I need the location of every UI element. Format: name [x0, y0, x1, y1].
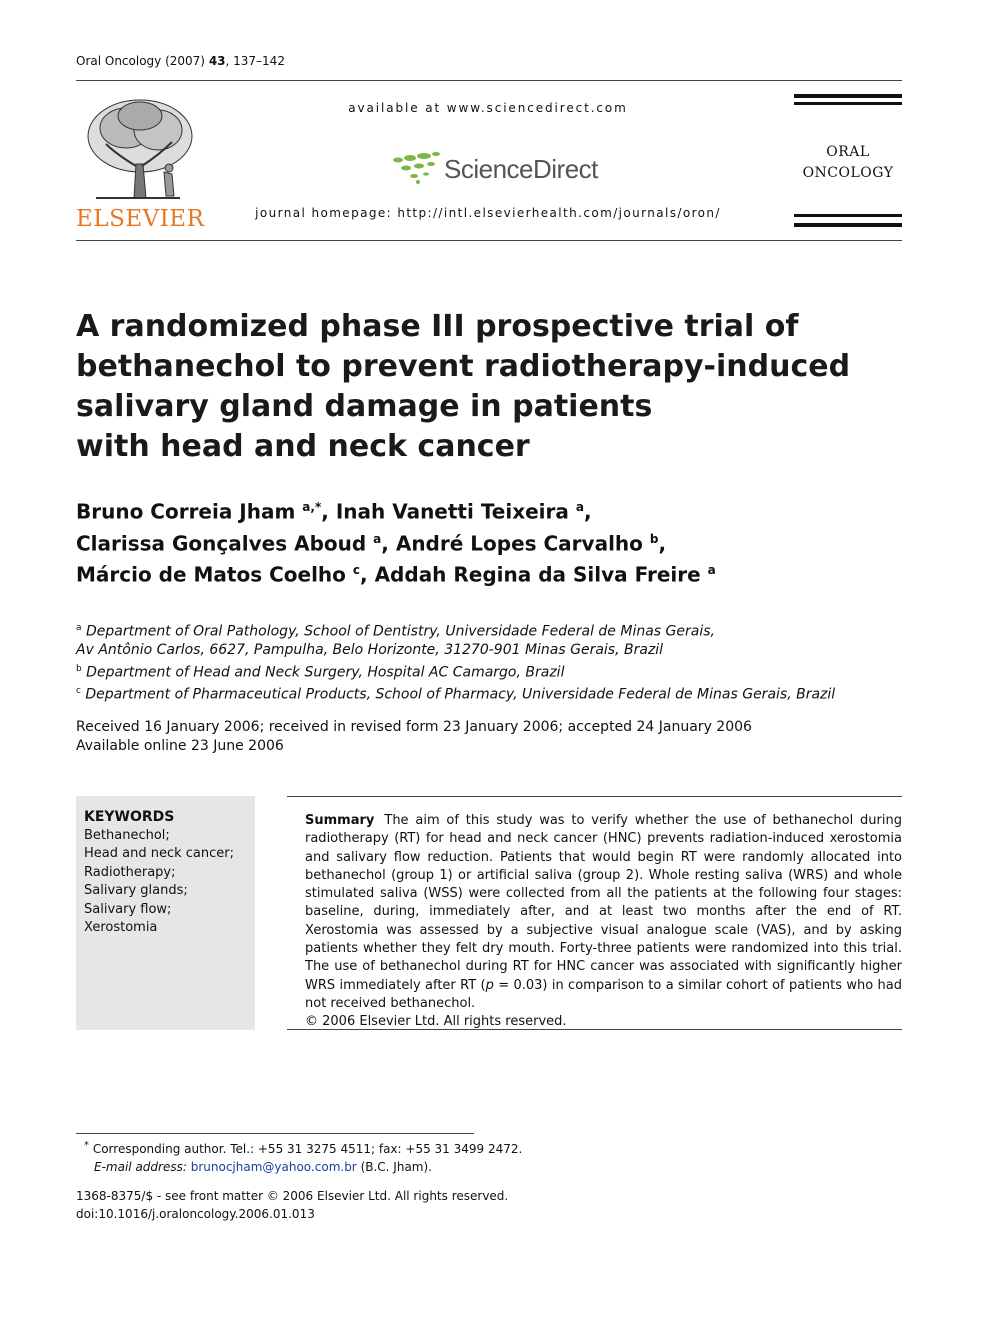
keyword-item: Xerostomia [84, 920, 158, 935]
journal-bar-top-1 [794, 94, 902, 98]
affiliation-a: $^a$ Department of Oral Pathology, School of Dentistry, Universidade Federal de Minas Gerais, [76, 623, 715, 640]
author-name: Inah Vanetti Teixeira [335, 499, 569, 524]
journal-homepage-link[interactable]: journal homepage: http://intl.elsevierhealth.com/journals/oron/ [255, 206, 721, 220]
author-list: Bruno Correia Jham $^{a,*}$, Inah Vanetti Teixeira $^a$, Clarissa Gonçalves Aboud $^a$, André Lopes Carvalho $^b$, Márcio de Matos Coelho $^c$, Addah Regina da Silva Freire $^a$ [76, 499, 716, 587]
author-affil-sup[interactable]: a [707, 563, 716, 578]
issn-line: 1368-8375/$ - see front matter © 2006 Elsevier Ltd. All rights reserved. [76, 1189, 509, 1203]
elsevier-logo-text: ELSEVIER [76, 206, 205, 232]
article-history [76, 718, 916, 756]
journal-citation: Oral Oncology (2007) 43, 137–142 [76, 54, 285, 68]
affiliation-a-line2: Av Antônio Carlos, 6627, Pampulha, Belo Horizonte, 31270-901 Minas Gerais, Brazil [76, 642, 664, 659]
issn-doi [76, 1188, 676, 1223]
author-affil-sup[interactable]: c [352, 563, 360, 578]
sciencedirect-logo [392, 148, 602, 188]
article-title: A randomized phase III prospective trial of bethanechol to prevent radiotherapy-induced salivary gland damage in patients with head and neck cancer [76, 309, 851, 464]
journal-bar-bottom-1 [794, 214, 902, 217]
keyword-item: Bethanechol; [84, 827, 170, 843]
sciencedirect-dots-icon [392, 150, 440, 186]
affiliations [76, 619, 926, 704]
summary-abstract: Summary The aim of this study was to verify whether the use of bethanechol during radiotherapy (RT) for head and neck cancer (HNC) prevents radiation-induced xerostomia and salivary flow reduction. Patients that would begin RT were randomly allocated into bethanechol (group 1) or artificial saliva (group 2). Whole resting saliva (WRS) and whole stimulated saliva (WSS) were collected from all the patients at the following four stages: baseline, during, immediately after, and at least two months after the end of RT. Xerostomia was assessed by a subjective visual analogue scale (VAS), and by asking patients whether they felt dry mouth. Forty-three patients were randomized into this trial. The use of bethanechol during RT for HNC cancer was associated with significantly higher WRS immediately after RT (p = 0.03) in comparison to a similar cohort of patients who had not received bethanechol. © 2006 Elsevier Ltd. All rights reserved. [305, 812, 902, 1032]
author-name: André Lopes Carvalho [395, 531, 643, 556]
keyword-item: Salivary flow; [84, 901, 172, 917]
summary-copyright: © 2006 Elsevier Ltd. All rights reserved. [305, 1014, 567, 1030]
author-name: Clarissa Gonçalves Aboud [76, 531, 367, 556]
pages: , 137–142 [225, 54, 285, 68]
journal-name: ORAL ONCOLOGY [802, 144, 894, 181]
available-online: Available online 23 June 2006 [76, 738, 284, 754]
author-name: Addah Regina da Silva Freire [374, 562, 701, 587]
summary-top-rule [287, 796, 902, 797]
summary-bottom-rule [287, 1029, 902, 1030]
keyword-item: Head and neck cancer; [84, 846, 234, 861]
received-dates: Received 16 January 2006; received in revised form 23 January 2006; accepted 24 January 2006 [76, 719, 752, 735]
elsevier-tree-logo-icon [76, 94, 200, 206]
keywords-box [76, 796, 255, 1030]
author-affil-sup[interactable]: a [373, 531, 382, 546]
sciencedirect-logo-text: ScienceDirect [444, 154, 598, 184]
corresponding-author-footnote: * Corresponding author. Tel.: +55 31 3275 4511; fax: +55 31 3499 2472. E-mail address: brunocjham@yahoo.com.br (B.C. Jham). [84, 1140, 523, 1174]
keyword-item: Radiotherapy; [84, 864, 176, 880]
keyword-item: Salivary glands; [84, 883, 188, 898]
author-affil-sup[interactable]: a,* [302, 500, 322, 514]
author-affil-sup[interactable]: b [649, 531, 659, 546]
header-rule [76, 80, 902, 81]
affiliation-b: $^b$ Department of Head and Neck Surgery, Hospital AC Camargo, Brazil [76, 663, 565, 681]
volume: 43 [208, 54, 226, 68]
author-name: Bruno Correia Jham [76, 499, 296, 524]
affiliation-c: $^c$ Department of Pharmaceutical Products, School of Pharmacy, Universidade Federal de Minas Gerais, Brazil [76, 685, 836, 703]
author-affil-sup[interactable]: a [575, 500, 584, 514]
available-at-link[interactable]: available at www.sciencedirect.com [348, 101, 628, 115]
author-name: Márcio de Matos Coelho [76, 562, 346, 587]
journal-bar-top-2 [794, 102, 902, 105]
journal-bar-bottom-2 [794, 223, 902, 227]
summary-label: Summary [305, 813, 375, 828]
doi-link[interactable]: doi:10.1016/j.oraloncology.2006.01.013 [76, 1206, 315, 1221]
author-email-link[interactable]: brunocjham@yahoo.com.br [190, 1159, 357, 1174]
footnote-rule [76, 1133, 474, 1134]
keywords-title: KEYWORDS [84, 809, 175, 825]
header-bottom-rule [76, 240, 902, 241]
